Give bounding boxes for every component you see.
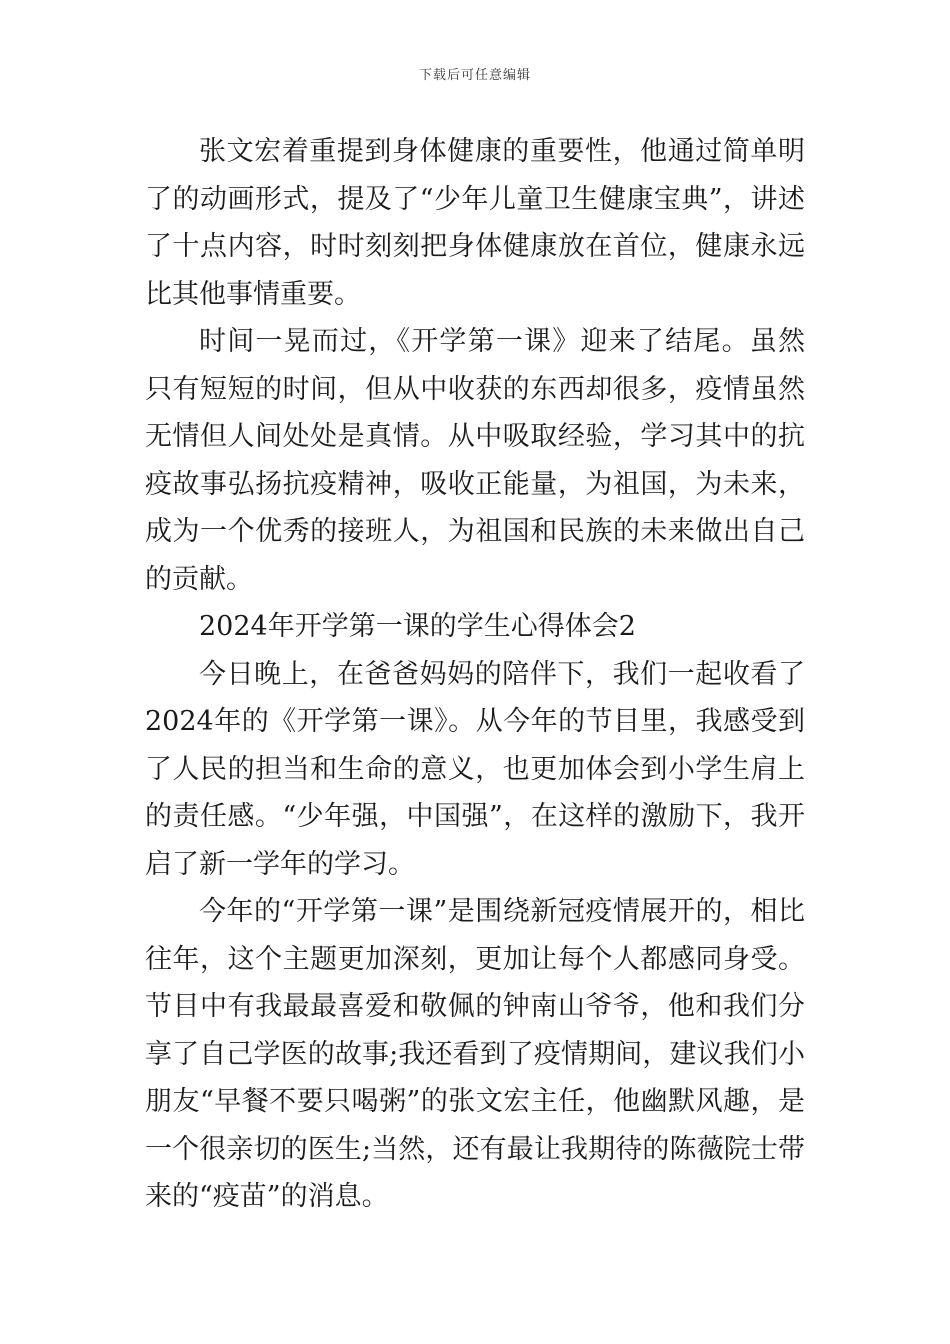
paragraph-theme: 今年的“开学第一课”是围绕新冠疫情展开的，相比往年，这个主题更加深刻，更加让每个人都感同身受。节目中有我最最喜爱和敬佩的钟南山爷爷，他和我们分享了自己学医的故事;我还看到了疫情期间，建议我们小朋友“早餐不要只喝粥”的张文宏主任，他幽默风趣，是一个很亲切的医生;当然，还有最让我期待的陈薇院士带来的“疫苗”的消息。 [145,896,805,1212]
paragraph-evening-watch: 今日晚上，在爸爸妈妈的陪伴下，我们一起收看了2024年的《开学第一课》。从今年的节目里，我感受到了人民的担当和生命的意义，也更加体会到小学生肩上的责任感。“少年强，中国强”，在这样的激励下，我开启了新一学年的学习。 [145,658,805,880]
paragraph-health: 张文宏着重提到身体健康的重要性，他通过简单明了的动画形式，提及了“少年儿童卫生健康宝典”，讲述了十点内容，时时刻刻把身体健康放在首位，健康永远比其他事情重要。 [145,136,805,310]
page-header-note: 下载后可任意编辑 [418,68,531,83]
paragraph-ending: 时间一晃而过，《开学第一课》迎来了结尾。虽然只有短短的时间，但从中收获的东西却很多，疫情虽然无情但人间处处是真情。从中吸取经验，学习其中的抗疫故事弘扬抗疫精神，吸收正能量，为祖国，为未来，成为一个优秀的接班人，为祖国和民族的未来做出自己的贡献。 [145,326,805,595]
document-body [145,128,805,1221]
section-heading: 2024年开学第一课的学生心得体会2 [199,611,636,642]
